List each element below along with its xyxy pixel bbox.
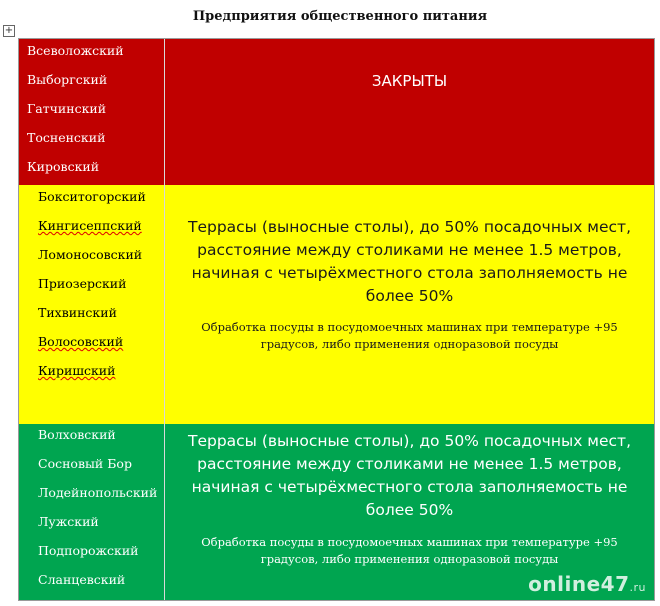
district-name: Подпорожский (38, 543, 139, 558)
page-title: Предприятия общественного питания (192, 9, 488, 24)
closed-label: ЗАКРЫТЫ (371, 72, 448, 90)
district-name: Гатчинский (27, 101, 107, 116)
watermark-logo (528, 572, 646, 596)
district-name: Приозерский (38, 276, 127, 291)
table-row-closed (19, 39, 654, 185)
district-name: Выборгский (27, 72, 108, 87)
districts-cell (19, 39, 165, 185)
district-name: Волосовский (38, 334, 124, 349)
districts-cell (19, 185, 165, 424)
watermark-suffix: .ru (629, 581, 646, 594)
district-name: Тосненский (27, 130, 106, 145)
district-name: Тихвинский (38, 305, 117, 320)
rules-note-text: Обработка посуды в посудомоечных машинах при температуре +95 градусов, либо применения одноразовой посуды (201, 320, 618, 351)
district-name: Кировский (27, 159, 100, 174)
district-name: Сосновый Бор (38, 456, 132, 471)
district-name: Бокситогорский (38, 189, 146, 204)
districts-cell (19, 424, 165, 600)
table-row-allowed (19, 424, 654, 600)
move-handle-icon[interactable]: + (4, 25, 14, 36)
rules-note-text: Обработка посуды в посудомоечных машинах при температуре +95 градусов, либо применения одноразовой посуды (201, 535, 618, 566)
watermark-text: online47 (528, 572, 630, 596)
district-name: Кингисеппский (38, 218, 142, 233)
rules-main-text: Террасы (выносные столы), до 50% посадочных мест, расстояние между столиками не менее 1.5 метров, начиная с четырёхместного стола заполняемость не более 50% (187, 218, 632, 305)
district-name: Лодейнопольский (38, 485, 158, 500)
restrictions-table (18, 38, 655, 601)
district-name: Ломоносовский (38, 247, 143, 262)
table-row-restricted (19, 185, 654, 424)
district-name: Лужский (38, 514, 99, 529)
rules-main-text: Террасы (выносные столы), до 50% посадочных мест, расстояние между столиками не менее 1.5 метров, начиная с четырёхместного стола заполняемость не более 50% (187, 432, 632, 519)
status-cell (165, 39, 654, 185)
rules-cell (165, 185, 654, 424)
district-name: Волховский (38, 427, 116, 442)
district-name: Сланцевский (38, 572, 126, 587)
rules-cell (165, 424, 654, 600)
district-name: Всеволожский (27, 43, 124, 58)
district-name: Киришский (38, 363, 116, 378)
